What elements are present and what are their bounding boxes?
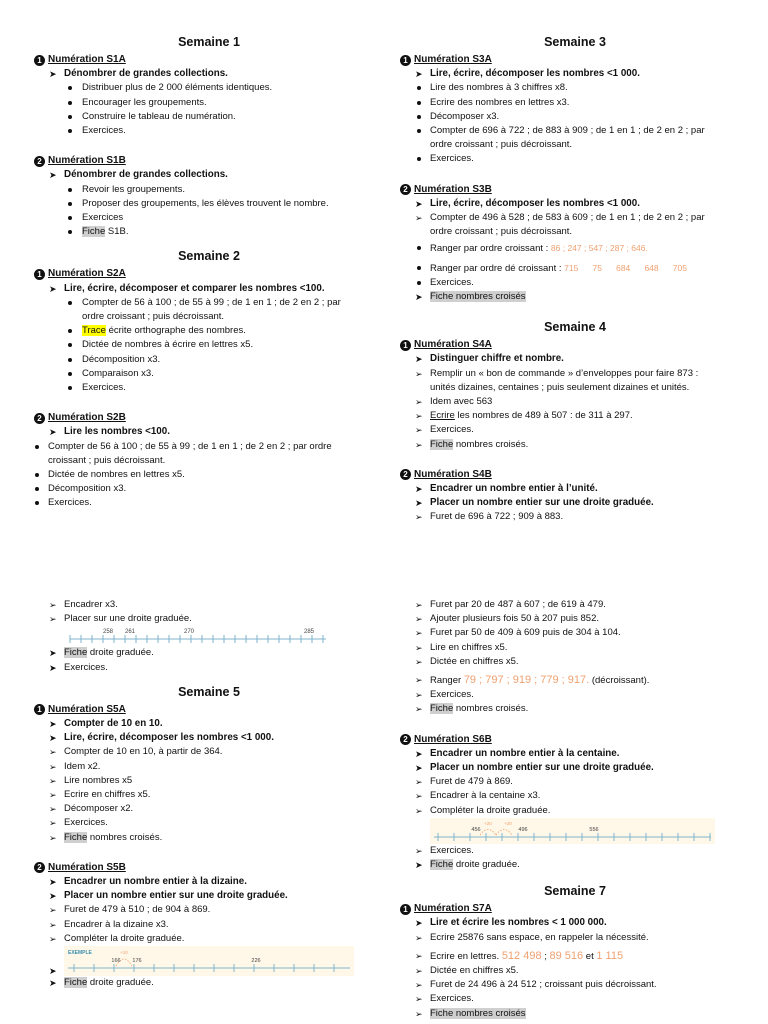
section-header-s1b: 2 Numération S1B [34, 154, 384, 168]
section-header-s4b: 2 Numération S4B [400, 468, 750, 482]
objective: ➤ Lire, écrire, décomposer les nombres <1 000. [400, 67, 750, 81]
arrow-icon: ➢ [415, 675, 423, 686]
fiche-link[interactable]: Fiche [64, 647, 88, 659]
section-header-s4a: 1 Numération S4A [400, 338, 750, 352]
arrow-icon: ➤ [415, 354, 423, 365]
number-line [64, 626, 384, 646]
arrow-icon: ➢ [415, 642, 423, 653]
arrow-icon: ➢ [415, 614, 423, 625]
list-item: ➢ Compter de 496 à 528 ; de 583 à 609 ; de 1 en 1 ; de 2 en 2 ; par [400, 211, 750, 225]
section-header-s7a: 1 Numération S7A [400, 902, 750, 916]
arrow-icon: ➢ [415, 439, 423, 450]
objective: ➤ Placer un nombre entier sur une droite graduée. [400, 761, 750, 775]
arrow-icon: ➢ [49, 600, 57, 610]
number-badge: 1 [400, 904, 411, 915]
list-item: Exercices. [34, 124, 384, 138]
objective: ➤ Lire et écrire les nombres < 1 000 000. [400, 916, 750, 930]
arrow-icon: ➢ [415, 791, 423, 802]
tick-label: 496 [518, 826, 528, 833]
numbers-to-sort: 715 75 684 648 705 [564, 262, 687, 273]
list-item: ➢ Remplir un « bon de commande » d’enveloppes pour faire 873 : [400, 367, 750, 381]
list-item: ➢ Compter de 10 en 10, à partir de 364. [34, 745, 384, 759]
tick-label: 166 [111, 958, 121, 965]
list-item: Comparaison x3. [34, 367, 384, 381]
list-item: ➢ Encadrer à la dizaine x3. [34, 918, 384, 932]
arrow-icon: ➢ [415, 411, 423, 422]
arrow-icon: ➢ [49, 905, 57, 916]
numbers-to-sort: 79 ; 797 ; 919 ; 779 ; 917. [463, 674, 590, 687]
number-badge: 1 [34, 55, 45, 66]
objective: ➤ Encadrer un nombre entier à la centaine. [400, 747, 750, 761]
list-item: Trace écrite orthographe des nombres. [34, 324, 384, 338]
arrow-icon: ➤ [49, 877, 57, 888]
list-item: ➢ Encadrer x3. [34, 598, 384, 612]
arrow-icon: ➤ [415, 498, 423, 509]
arrow-icon: ➢ [49, 919, 57, 930]
list-item: ➢ Exercices. [400, 992, 750, 1006]
arrow-icon: ➤ [415, 484, 423, 495]
list-item: Décomposer x3. [400, 110, 750, 124]
fiche-link[interactable]: Fiche nombres croisés [430, 291, 526, 303]
arrow-icon: ➢ [49, 761, 57, 772]
arrow-icon: ➤ [49, 891, 57, 902]
arrow-icon: ➢ [415, 777, 423, 788]
list-item: ➢ Décomposer x2. [34, 802, 384, 816]
week-title: Semaine 2 [178, 249, 240, 264]
week-title: Semaine 7 [544, 884, 606, 899]
list-item [400, 290, 750, 304]
arrow-icon: ➢ [415, 980, 423, 991]
objective: ➤ Dénombrer de grandes collections. [34, 67, 384, 81]
list-item: ➢ Exercices. [400, 688, 750, 702]
arrow-icon: ➢ [415, 512, 423, 523]
fiche-link[interactable]: Fiche [64, 977, 88, 989]
number-badge: 1 [34, 704, 45, 715]
week-title: Semaine 4 [544, 320, 606, 335]
number-badge: 1 [34, 269, 45, 280]
list-item: ➢ Lire en chiffres x5. [400, 641, 750, 655]
tick-label: 456 [471, 826, 481, 833]
fiche-link[interactable]: Fiche [64, 831, 88, 843]
tick-label: 285 [303, 629, 315, 636]
list-item [34, 946, 384, 976]
list-item: ➢ Compléter la droite graduée. [400, 804, 750, 818]
week-title: Semaine 1 [178, 35, 240, 49]
list-item: Exercices. [34, 496, 384, 510]
tick-label: 226 [251, 958, 261, 965]
list-item: ➢ Ajouter plusieurs fois 50 à 207 puis 852. [400, 612, 750, 626]
objective: ➤ Placer un nombre entier sur une droite graduée. [34, 889, 384, 903]
arrow-icon: ➤ [49, 427, 57, 438]
number-example: 89 516 [549, 949, 584, 962]
arrow-icon: ➢ [49, 933, 57, 944]
arrow-icon: ➤ [49, 662, 57, 673]
objective: ➤ Placer un nombre entier sur une droite graduée. [400, 496, 750, 510]
list-item: ➢ Ecrire en lettres. 512 498 ; 89 516 et 1 115 [415, 949, 624, 962]
list-item: ➢ Furet par 20 de 487 à 607 ; de 619 à 479. [400, 598, 750, 612]
number-example: 1 115 [596, 949, 624, 962]
objective: ➤ Lire les nombres <100. [34, 425, 384, 439]
arrow-icon: ➢ [49, 775, 57, 786]
arrow-icon: ➢ [415, 1008, 423, 1019]
hop-label: +20 [504, 820, 512, 826]
list-item: ➤ Fiche droite graduée. [34, 646, 384, 660]
fiche-link[interactable]: Fiche [430, 859, 454, 871]
list-item: Ecrire des nombres en lettres x3. [400, 96, 750, 110]
list-item: Encourager les groupements. [34, 96, 384, 110]
objective: ➤ Lire, écrire, décomposer les nombres <1 000. [400, 197, 750, 211]
arrow-icon: ➢ [49, 614, 57, 625]
list-item: ➢ Placer sur une droite graduée. [34, 612, 384, 626]
arrow-icon: ➢ [415, 600, 423, 610]
number-badge: 1 [400, 340, 411, 351]
list-item: Décomposition x3. [34, 482, 384, 496]
arrow-icon: ➢ [49, 747, 57, 758]
list-item: Exercices. [400, 152, 750, 166]
arrow-icon: ➢ [415, 628, 423, 639]
objective: ➤ Dénombrer de grandes collections. [34, 168, 384, 182]
section-header-s3b: 2 Numération S3B [400, 183, 750, 197]
number-badge: 2 [34, 862, 45, 873]
number-badge: 2 [400, 184, 411, 195]
arrow-icon: ➢ [415, 966, 423, 977]
arrow-icon: ➢ [49, 832, 57, 843]
number-line-graphic [64, 946, 354, 976]
tick-label: 556 [589, 826, 599, 833]
arrow-icon: ➤ [49, 170, 57, 181]
list-item: ➢ Idem avec 563 [400, 395, 750, 409]
list-item: ➢ Exercices. [34, 816, 384, 830]
list-item-continued: unités dizaines, centaines ; puis seulement dizaines et unités. [430, 381, 690, 393]
list-item: ➢ Dictée en chiffres x5. [400, 655, 750, 669]
tick-label: 258 [102, 629, 114, 636]
arrow-icon: ➤ [49, 719, 57, 730]
arrow-icon: ➢ [415, 397, 423, 408]
list-item: ➢ Furet de 24 496 à 24 512 ; croissant puis décroissant. [400, 978, 750, 992]
list-item: ➤ Exercices. [34, 661, 384, 675]
list-item: ➢ Encadrer à la centaine x3. [400, 789, 750, 803]
arrow-icon: ➢ [415, 950, 423, 961]
list-item [400, 1007, 750, 1021]
list-item: ➢ Ecrire les nombres de 489 à 507 : de 311 à 297. [400, 409, 750, 423]
list-item: ➢ Furet de 479 à 869. [400, 775, 750, 789]
number-line-graphic [430, 818, 715, 844]
list-item: Décomposition x3. [34, 353, 384, 367]
arrow-icon: ➤ [49, 283, 57, 294]
list-item: ➤ Fiche droite graduée. [34, 976, 384, 990]
list-item: ➢ Idem x2. [34, 760, 384, 774]
arrow-icon: ➤ [415, 69, 423, 80]
list-item: ➢ Fiche nombres croisés. [400, 438, 750, 452]
list-item: Proposer des groupements, les élèves trouvent le nombre. [34, 197, 384, 211]
example-label: EXEMPLE [68, 950, 92, 957]
list-item: Construire le tableau de numération. [34, 110, 384, 124]
fiche-link[interactable]: Fiche [430, 438, 454, 450]
arrow-icon: ➤ [49, 966, 57, 977]
right-column-bottom [400, 598, 750, 1021]
list-item: Lire des nombres à 3 chiffres x8. [400, 81, 750, 95]
tick-label: 261 [124, 629, 136, 636]
arrow-icon: ➤ [415, 918, 423, 929]
arrow-icon: ➤ [49, 733, 57, 744]
list-item: ➢ Fiche nombres croisés. [34, 831, 384, 845]
list-item: Dictée de nombres en lettres x5. [34, 468, 384, 482]
list-item: ➢ Ranger 79 ; 797 ; 919 ; 779 ; 917. (décroissant). [415, 674, 650, 687]
list-item-continued: ordre croissant ; puis décroissant. [430, 226, 573, 238]
list-item: Dictée de nombres à écrire en lettres x5. [34, 338, 384, 352]
week-title: Semaine 5 [178, 684, 240, 699]
left-column-bottom [34, 598, 384, 990]
arrow-icon: ➤ [49, 69, 57, 80]
arrow-icon: ➢ [415, 425, 423, 436]
objective: ➤ Lire, écrire, décomposer les nombres <1 000. [34, 731, 384, 745]
list-item: ➢ Lire nombres x5 [34, 774, 384, 788]
list-item: Compter de 56 à 100 ; de 55 à 99 ; de 1 en 1 ; de 2 en 2 ; par [34, 296, 384, 310]
numbers-to-sort: 86 ; 247 ; 547 ; 287 ; 646. [550, 243, 648, 254]
number-badge: 2 [34, 156, 45, 167]
list-item: Revoir les groupements. [34, 183, 384, 197]
list-item: Ranger par ordre dé croissant : 715 75 684 648 705 [400, 261, 750, 276]
list-item: Ranger par ordre croissant : 86 ; 247 ; 547 ; 287 ; 646. [400, 241, 750, 256]
section-header-s5a: 1 Numération S5A [34, 703, 384, 717]
objective: ➤ Distinguer chiffre et nombre. [400, 352, 750, 366]
arrow-icon: ➤ [415, 763, 423, 774]
list-item: ➢ Exercices. [400, 423, 750, 437]
arrow-icon: ➢ [415, 656, 423, 667]
list-item: ➢ Exercices. [400, 844, 750, 858]
section-header-s1a: 1 Numération S1A [34, 53, 384, 67]
fiche-link[interactable]: Fiche [82, 226, 106, 238]
arrow-icon: ➤ [415, 292, 423, 303]
list-item: ➢ Furet de 696 à 722 ; 909 à 883. [400, 510, 750, 524]
list-item: ➤ Fiche droite graduée. [400, 858, 750, 872]
list-item: ➢ Furet de 479 à 510 ; de 904 à 869. [34, 903, 384, 917]
arrow-icon: ➤ [49, 978, 57, 989]
arrow-icon: ➢ [415, 805, 423, 816]
list-item: ➢ Fiche nombres croisés. [400, 702, 750, 716]
list-item: ➢ Ecrire en chiffres x5. [34, 788, 384, 802]
number-badge: 2 [400, 734, 411, 745]
left-column-top [34, 33, 384, 511]
objective: ➤ Encadrer un nombre entier à l’unité. [400, 482, 750, 496]
arrow-icon: ➢ [415, 704, 423, 715]
list-item-continued: ordre croissant ; puis décroissant. [430, 139, 573, 151]
hop-label: +20 [484, 820, 492, 826]
tick-label: 176 [132, 958, 142, 965]
list-item: ➢ Ecrire 25876 sans espace, en rappeler la nécessité. [400, 931, 750, 945]
section-header-s3a: 1 Numération S3A [400, 53, 750, 67]
list-item: Exercices. [34, 381, 384, 395]
list-item: Exercices. [400, 276, 750, 290]
section-header-s6b: 2 Numération S6B [400, 733, 750, 747]
arrow-icon: ➢ [49, 804, 57, 815]
list-item: ➢ Compléter la droite graduée. [34, 932, 384, 946]
section-header-s2a: 1 Numération S2A [34, 267, 384, 281]
number-line [430, 818, 750, 844]
arrow-icon: ➢ [415, 690, 423, 701]
fiche-link[interactable]: Fiche [430, 703, 454, 715]
arrow-icon: ➢ [49, 790, 57, 801]
arrow-icon: ➢ [415, 845, 423, 856]
number-badge: 2 [400, 469, 411, 480]
hop-label: +10 [120, 950, 128, 956]
arrow-icon: ➢ [415, 368, 423, 379]
number-line-graphic [64, 626, 334, 646]
list-item: Fiche S1B. [34, 225, 384, 239]
tick-label: 270 [183, 629, 195, 636]
arrow-icon: ➢ [49, 818, 57, 829]
week-title: Semaine 3 [544, 35, 606, 49]
arrow-icon: ➢ [415, 213, 423, 224]
arrow-icon: ➤ [49, 648, 57, 659]
number-badge: 2 [34, 413, 45, 424]
objective: ➤ Encadrer un nombre entier à la dizaine. [34, 875, 384, 889]
list-item: ➢ Dictée en chiffres x5. [400, 964, 750, 978]
list-item-continued: ordre croissant ; puis décroissant. [82, 311, 225, 323]
list-item: Exercices [34, 211, 384, 225]
arrow-icon: ➤ [415, 198, 423, 209]
number-badge: 1 [400, 55, 411, 66]
objective: ➤ Lire, écrire, décomposer et comparer les nombres <100. [34, 282, 384, 296]
arrow-icon: ➢ [415, 932, 423, 943]
arrow-icon: ➤ [415, 748, 423, 759]
list-item: Distribuer plus de 2 000 éléments identiques. [34, 81, 384, 95]
number-example: 512 498 [501, 949, 542, 962]
arrow-icon: ➤ [415, 860, 423, 871]
right-column-top [400, 33, 750, 525]
list-item: Compter de 56 à 100 ; de 55 à 99 ; de 1 en 1 ; de 2 en 2 ; par ordre [34, 440, 384, 454]
trace-highlight: Trace [82, 325, 106, 337]
objective: ➤ Compter de 10 en 10. [34, 717, 384, 731]
section-header-s2b: 2 Numération S2B [34, 411, 384, 425]
fiche-link[interactable]: Fiche nombres croisés [430, 1007, 526, 1019]
list-item: ➢ Furet par 50 de 409 à 609 puis de 304 à 104. [400, 626, 750, 640]
list-item-continued: croissant ; puis décroissant. [48, 454, 166, 466]
section-header-s5b: 2 Numération S5B [34, 861, 384, 875]
list-item: Compter de 696 à 722 ; de 883 à 909 ; de 1 en 1 ; de 2 en 2 ; par [400, 124, 750, 138]
arrow-icon: ➢ [415, 994, 423, 1005]
